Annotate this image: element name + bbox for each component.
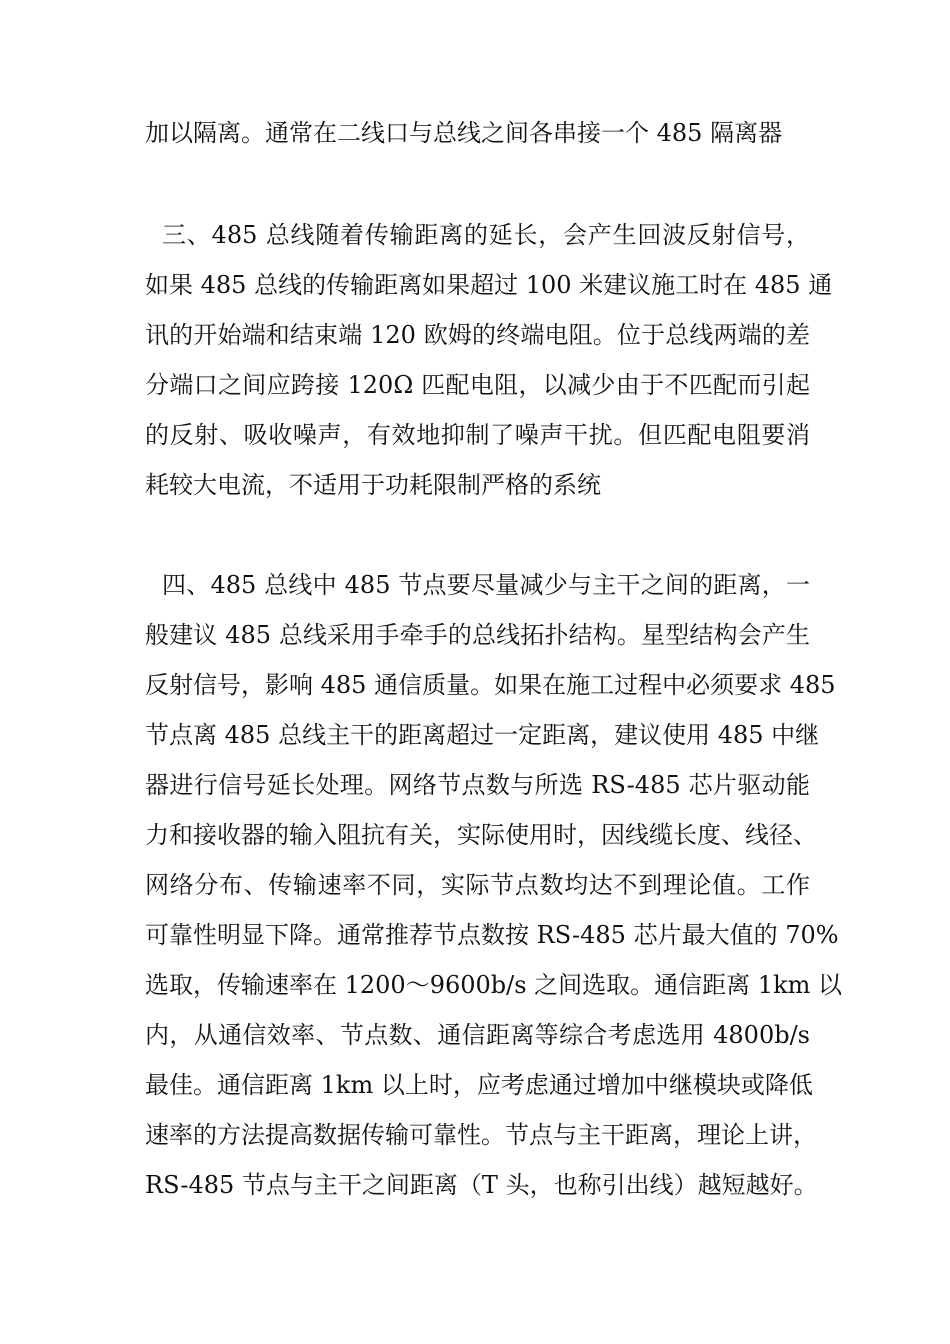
- para2-line-4: 分端口之间应跨接 120Ω 匹配电阻，以减少由于不匹配而引起: [145, 371, 810, 399]
- para2-line-1: 三、485 总线随着传输距离的延长，会产生回波反射信号，: [162, 221, 810, 249]
- para2-line-2: 如果 485 总线的传输距离如果超过 100 米建议施工时在 485 通: [145, 271, 833, 299]
- para3-line-4: 节点离 485 总线主干的距离超过一定距离，建议使用 485 中继: [145, 721, 820, 749]
- para3-line-9: 选取，传输速率在 1200～9600b/s 之间选取。通信距离 1km 以: [145, 971, 843, 999]
- para3-line-1: 四、485 总线中 485 节点要尽量减少与主干之间的距离，一: [162, 571, 810, 599]
- para3-line-3: 反射信号，影响 485 通信质量。如果在施工过程中必须要求 485: [145, 671, 836, 699]
- para3-line-6: 力和接收器的输入阻抗有关，实际使用时，因线缆长度、线径、: [145, 821, 817, 849]
- para2-line-5: 的反射、吸收噪声，有效地抑制了噪声干扰。但匹配电阻要消: [145, 421, 810, 449]
- para3-line-7: 网络分布、传输速率不同，实际节点数均达不到理论值。工作: [145, 871, 810, 899]
- para3-line-5: 器进行信号延长处理。网络节点数与所选 RS-485 芯片驱动能: [145, 771, 810, 799]
- para3-line-12: 速率的方法提高数据传输可靠性。节点与主干距离，理论上讲，: [145, 1121, 817, 1149]
- para2-line-6: 耗较大电流，不适用于功耗限制严格的系统: [145, 471, 601, 499]
- para3-line-8: 可靠性明显下降。通常推荐节点数按 RS-485 芯片最大值的 70%: [145, 921, 839, 949]
- para3-line-11: 最佳。通信距离 1km 以上时，应考虑通过增加中继模块或降低: [145, 1071, 813, 1099]
- para1-line-1: 加以隔离。通常在二线口与总线之间各串接一个 485 隔离器: [145, 119, 783, 147]
- para2-line-3: 讯的开始端和结束端 120 欧姆的终端电阻。位于总线两端的差: [145, 321, 810, 349]
- para3-line-10: 内，从通信效率、节点数、通信距离等综合考虑选用 4800b/s: [145, 1021, 810, 1049]
- para3-line-2: 般建议 485 总线采用手牵手的总线拓扑结构。星型结构会产生: [145, 621, 810, 649]
- para3-line-13: RS-485 节点与主干之间距离（T 头，也称引出线）越短越好。: [145, 1171, 818, 1199]
